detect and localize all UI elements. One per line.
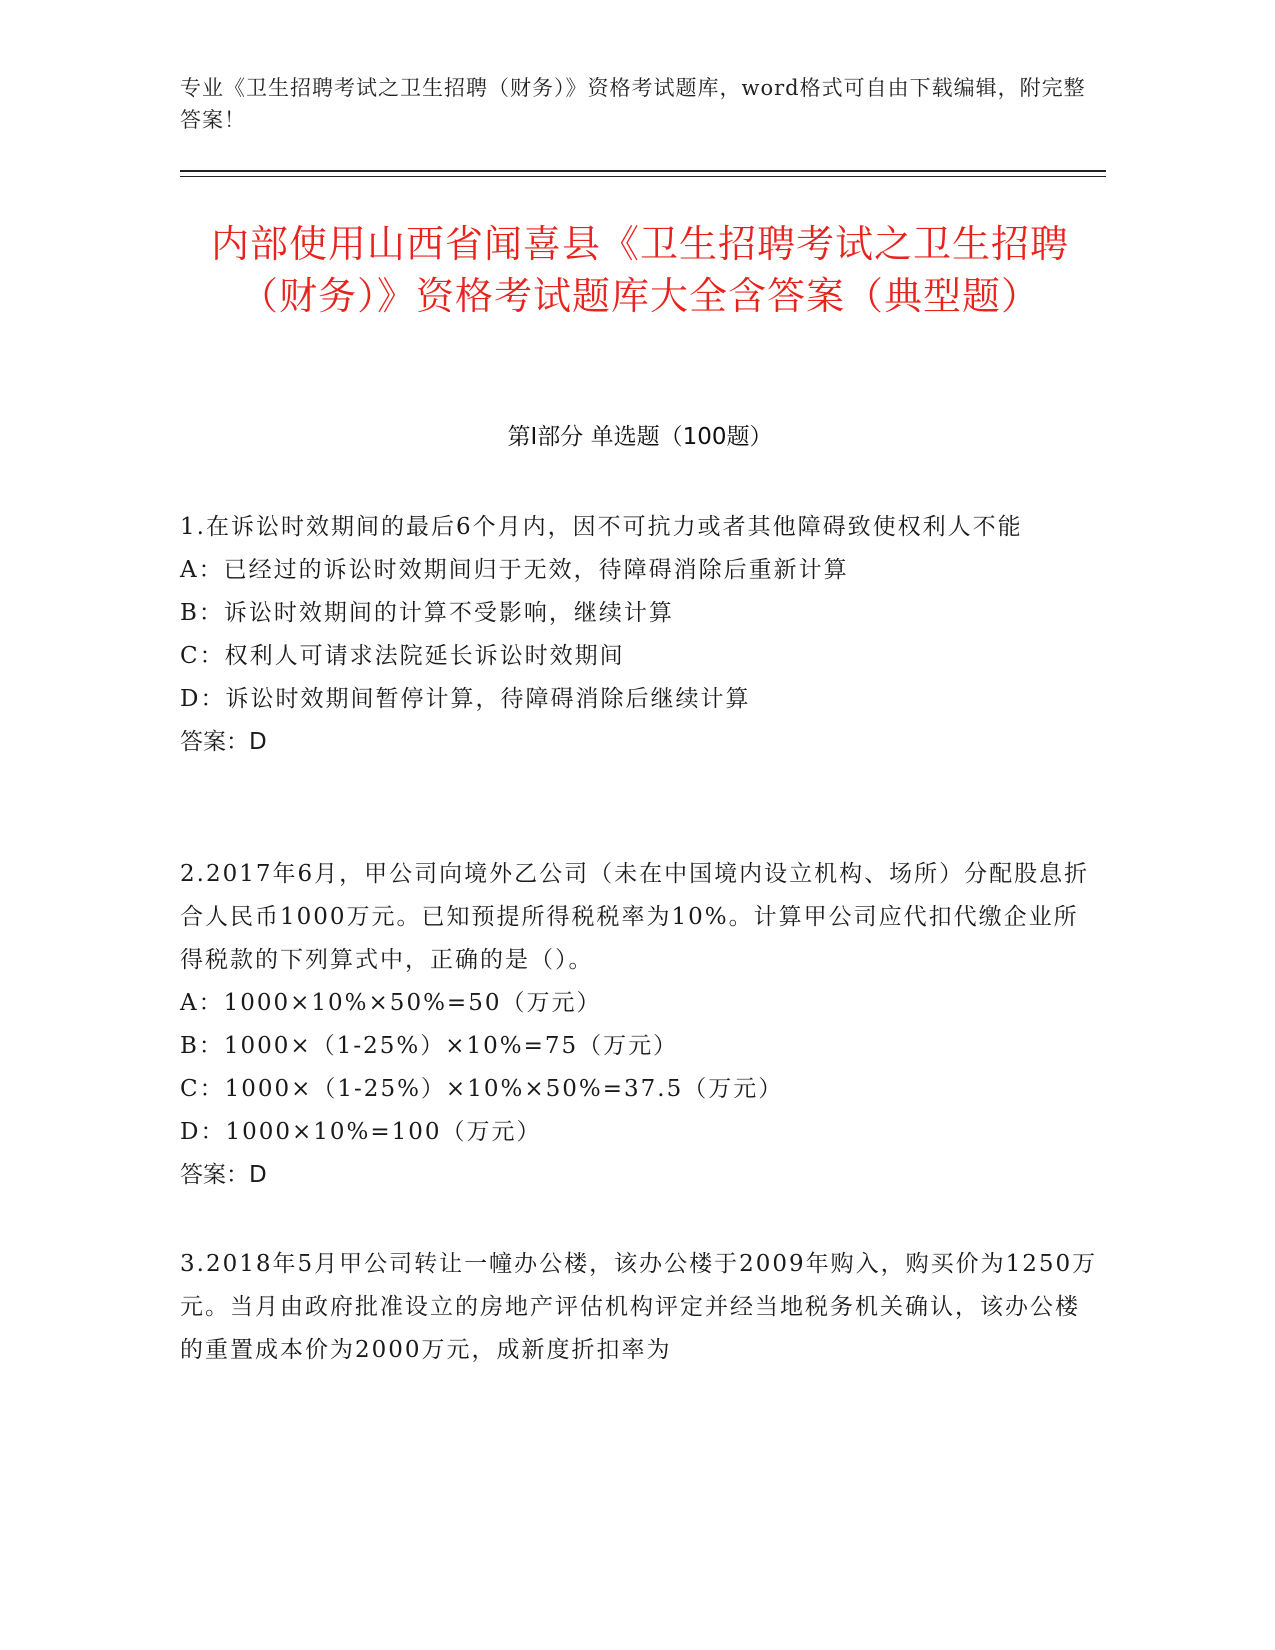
option-c: C：权利人可请求法院延长诉讼时效期间 bbox=[180, 643, 625, 669]
option-a: A：1000×10%×50%=50（万元） bbox=[180, 990, 602, 1016]
question-stem: 1.在诉讼时效期间的最后6个月内，因不可抗力或者其他障碍致使权利人不能 bbox=[180, 514, 1023, 540]
question-stem: 2.2017年6月，甲公司向境外乙公司（未在中国境内设立机构、场所）分配股息折合人民币1000万元。已知预提所得税税率为10%。计算甲公司应代扣代缴企业所得税款的下列算式中，正确的是（）。 bbox=[180, 861, 1090, 973]
header-divider-thin bbox=[180, 176, 1106, 177]
option-b: B：诉讼时效期间的计算不受影响，继续计算 bbox=[180, 600, 674, 626]
header-note: 专业《卫生招聘考试之卫生招聘（财务）》资格考试题库，word格式可自由下载编辑，附完整答案！ bbox=[180, 76, 1086, 132]
option-d: D：1000×10%=100（万元） bbox=[180, 1119, 542, 1145]
option-d: D：诉讼时效期间暂停计算，待障碍消除后继续计算 bbox=[180, 686, 751, 712]
question-3 bbox=[180, 1243, 1100, 1372]
option-c: C：1000×（1-25%）×10%×50%=37.5（万元） bbox=[180, 1076, 784, 1102]
option-a: A：已经过的诉讼时效期间归于无效，待障碍消除后重新计算 bbox=[180, 557, 849, 583]
document-title: 内部使用山西省闻喜县《卫生招聘考试之卫生招聘（财务）》资格考试题库大全含答案（典型题） bbox=[210, 222, 1069, 318]
answer: 答案：D bbox=[180, 1162, 267, 1188]
question-stem: 3.2018年5月甲公司转让一幢办公楼，该办公楼于2009年购入，购买价为1250万元。当月由政府批准设立的房地产评估机构评定并经当地税务机关确认，该办公楼的重置成本价为2000万元，成新度折扣率为 bbox=[180, 1251, 1098, 1363]
answer: 答案：D bbox=[180, 729, 267, 755]
question-1 bbox=[180, 506, 1100, 764]
question-2 bbox=[180, 853, 1100, 1197]
option-b: B：1000×（1-25%）×10%=75（万元） bbox=[180, 1033, 679, 1059]
header-divider bbox=[180, 170, 1106, 172]
section-heading: 第I部分 单选题（100题） bbox=[507, 424, 773, 450]
